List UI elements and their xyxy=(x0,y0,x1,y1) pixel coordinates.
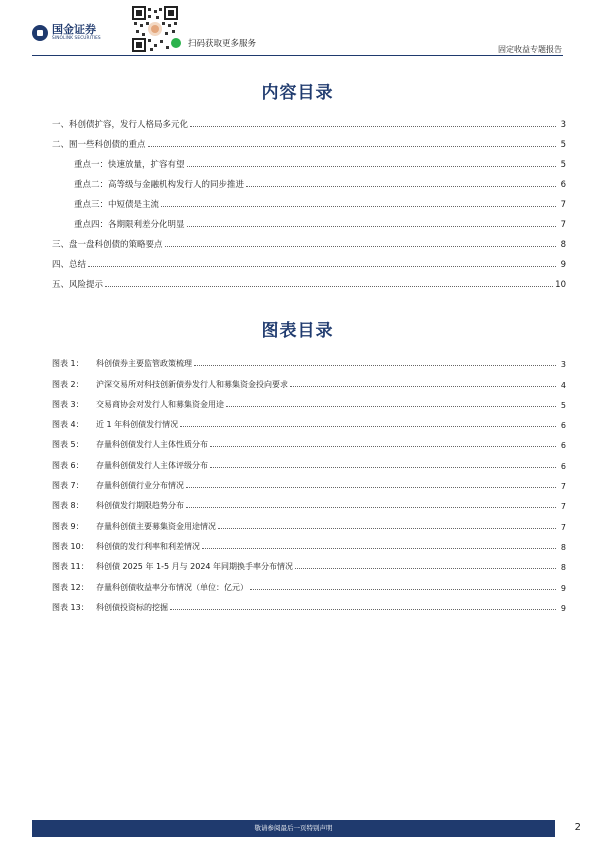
toc-entry[interactable] xyxy=(52,130,566,150)
figure-entry-number: 图表 4： xyxy=(52,420,84,430)
figure-entry[interactable] xyxy=(52,390,566,410)
dot-leader xyxy=(187,225,556,227)
figure-entry-label: 沪深交易所对科技创新债券发行人和募集资金投向要求 xyxy=(96,379,288,389)
figure-entry-page: 7 xyxy=(560,482,566,492)
figure-entry[interactable] xyxy=(52,511,566,531)
page-header xyxy=(0,0,595,58)
toc-entry-label: 三、盘一盘科创债的策略要点 xyxy=(52,240,163,250)
toc-entry-label: 一、科创债扩容，发行人格局多元化 xyxy=(52,120,189,130)
toc-entry-label: 重点四：各期限利差分化明显 xyxy=(74,220,185,230)
figure-entry-label: 存量科创债收益率分布情况（单位：亿元） xyxy=(96,582,248,592)
dot-leader xyxy=(218,527,556,529)
figure-entry-page: 8 xyxy=(560,563,566,573)
figures-table-of-contents xyxy=(52,349,566,613)
figure-entry-number: 图表 7： xyxy=(52,481,84,491)
toc-entry-label: 重点一：快速放量，扩容有望 xyxy=(74,160,185,170)
figure-entry-page: 9 xyxy=(560,603,566,613)
figures-toc-title: 图表目录 xyxy=(261,321,334,341)
dot-leader xyxy=(148,145,556,147)
figure-entry[interactable] xyxy=(52,593,566,613)
scan-for-service-text: 扫码获取更多服务 xyxy=(188,39,257,49)
figure-entry[interactable] xyxy=(52,430,566,450)
report-type-label: 固定收益专题报告 xyxy=(498,45,562,54)
figure-entry-number: 图表 8： xyxy=(52,501,84,511)
figure-entry-label: 存量科创债发行人主体性质分布 xyxy=(96,440,208,450)
dot-leader xyxy=(186,486,556,488)
figure-entry-label: 近 1 年科创债发行情况 xyxy=(96,420,179,430)
dot-leader xyxy=(210,445,556,447)
figure-entry[interactable] xyxy=(52,532,566,552)
figure-entry-label: 科创债投资标的挖掘 xyxy=(96,602,168,612)
dot-leader xyxy=(295,567,556,569)
wechat-icon xyxy=(171,38,181,48)
figure-entry-page: 7 xyxy=(560,522,566,532)
toc-entry-page: 5 xyxy=(560,160,566,170)
figure-entry-label: 交易商协会对发行人和募集资金用途 xyxy=(96,399,224,409)
figure-entry-number: 图表 6： xyxy=(52,460,84,470)
dot-leader xyxy=(165,245,556,247)
dot-leader xyxy=(290,385,556,387)
toc-entry-page: 8 xyxy=(560,240,566,250)
figure-entry-number: 图表 3： xyxy=(52,399,84,409)
header-divider xyxy=(32,55,563,56)
figure-entry[interactable] xyxy=(52,410,566,430)
dot-leader xyxy=(190,125,556,127)
toc-title: 内容目录 xyxy=(261,83,334,103)
page-footer xyxy=(0,820,595,842)
toc-entry-label: 重点二：高等级与金融机构发行人的同步推进 xyxy=(74,180,245,190)
company-logo xyxy=(32,24,101,42)
figure-entry-label: 存量科创债主要募集资金用途情况 xyxy=(96,521,216,531)
toc-entry-label: 四、总结 xyxy=(52,260,87,270)
dot-leader xyxy=(170,608,556,610)
figure-entry-page: 8 xyxy=(560,542,566,552)
dot-leader xyxy=(226,405,556,407)
figure-entry-page: 7 xyxy=(560,502,566,512)
dot-leader xyxy=(194,364,556,366)
figure-entry[interactable] xyxy=(52,552,566,572)
toc-entry[interactable] xyxy=(52,150,566,170)
figure-entry-label: 科创债的发行利率和利差情况 xyxy=(96,541,200,551)
logo-chinese-name: 国金证券 xyxy=(52,23,96,36)
toc-entry-page: 7 xyxy=(560,200,566,210)
figure-entry-page: 6 xyxy=(560,461,566,471)
figure-entry-label: 存量科创债行业分布情况 xyxy=(96,481,184,491)
figure-entry-label: 科创债券主要监管政策梳理 xyxy=(96,359,192,369)
dot-leader xyxy=(250,588,556,590)
dot-leader xyxy=(186,506,556,508)
figure-entry-number: 图表 9： xyxy=(52,521,84,531)
toc-entry-page: 5 xyxy=(560,140,566,150)
figure-entry[interactable] xyxy=(52,572,566,592)
dot-leader xyxy=(88,265,556,267)
figure-entry-page: 3 xyxy=(560,360,566,370)
toc-entry[interactable] xyxy=(52,250,566,270)
toc-entry-page: 6 xyxy=(560,180,566,190)
toc-entry-label: 二、囿一些科创债的重点 xyxy=(52,140,146,150)
figure-entry-number: 图表 2： xyxy=(52,379,84,389)
logo-mark-icon xyxy=(32,25,48,41)
toc-entry[interactable] xyxy=(52,170,566,190)
figure-entry-number: 图表 1： xyxy=(52,359,84,369)
page-number: 2 xyxy=(574,822,581,833)
logo-english-name: SINOLINK SECURITIES xyxy=(52,36,101,41)
dot-leader xyxy=(202,547,556,549)
toc-entry[interactable] xyxy=(52,190,566,210)
figure-entry-label: 存量科创债发行人主体评级分布 xyxy=(96,460,208,470)
toc-entry[interactable] xyxy=(52,230,566,250)
dot-leader xyxy=(161,205,556,207)
figure-entry[interactable] xyxy=(52,471,566,491)
toc-entry[interactable] xyxy=(52,270,566,290)
toc-entry-page: 9 xyxy=(560,260,566,270)
figure-entry-number: 图表 5： xyxy=(52,440,84,450)
toc-entry[interactable] xyxy=(52,210,566,230)
dot-leader xyxy=(187,165,556,167)
dot-leader xyxy=(210,466,556,468)
figure-entry-label: 科创债发行期限趋势分布 xyxy=(96,501,184,511)
figure-entry-page: 6 xyxy=(560,421,566,431)
figure-entry[interactable] xyxy=(52,450,566,470)
toc-entry-label: 重点三：中短债是主流 xyxy=(74,200,160,210)
toc-entry-page: 7 xyxy=(560,220,566,230)
figure-entry-page: 6 xyxy=(560,441,566,451)
figure-entry-page: 4 xyxy=(560,380,566,390)
toc-entry[interactable] xyxy=(52,110,566,130)
toc-entry-page: 3 xyxy=(560,120,566,130)
table-of-contents xyxy=(52,110,566,290)
figure-entry-number: 图表 13： xyxy=(52,602,89,612)
figure-entry[interactable] xyxy=(52,349,566,369)
footer-disclaimer[interactable]: 敬请参阅最后一页特别声明 xyxy=(254,824,333,832)
toc-entry-page: 10 xyxy=(555,280,566,290)
figure-entry-label: 科创债 2025 年 1-5 月与 2024 年同期换手率分布情况 xyxy=(96,562,294,572)
toc-entry-label: 五、风险提示 xyxy=(52,280,104,290)
dot-leader xyxy=(246,185,556,187)
dot-leader xyxy=(105,285,553,287)
figure-entry[interactable] xyxy=(52,369,566,389)
figure-entry-number: 图表 11： xyxy=(52,562,89,572)
dot-leader xyxy=(180,425,556,427)
figure-entry-page: 5 xyxy=(560,400,566,410)
figure-entry-number: 图表 12： xyxy=(52,582,89,592)
figure-entry[interactable] xyxy=(52,491,566,511)
figure-entry-page: 9 xyxy=(560,583,566,593)
figure-entry-number: 图表 10： xyxy=(52,541,89,551)
